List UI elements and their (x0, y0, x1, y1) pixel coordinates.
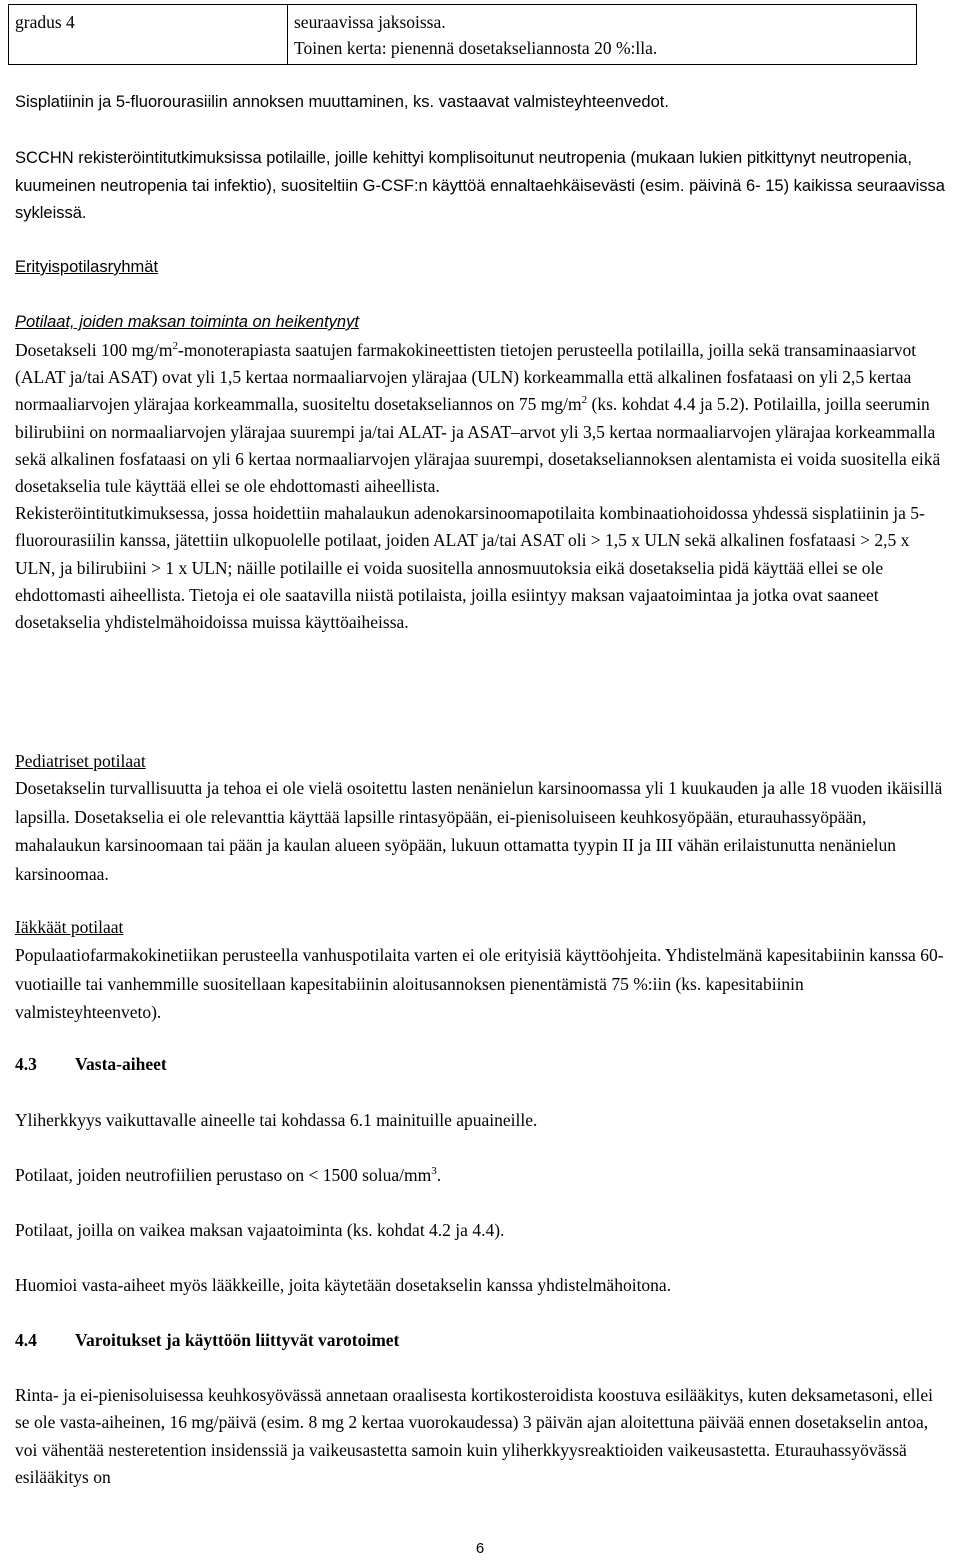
scchn-paragraph: SCCHN rekisteröintitutkimuksissa potilaille, joille kehittyi komplisoitunut neutropenia (mukaan lukien pitkittynyt neutropenia, kuumeinen neutropenia tai infektio), suositeltiin G-CSF:n käyttöä ennaltaehkäisevästi (esim. päivinä 6- 15) kaikissa seuraavissa sykleissä. (15, 149, 945, 222)
section-title: Vasta-aiheet (75, 1054, 167, 1074)
elderly-paragraph: Populaatiofarmakokinetiikan perusteella vanhuspotilaita varten ei ole erityisiä käyttöohjeita. Yhdistelmänä kapesitabiinin kanssa 60-vuotiaille tai vanhemmille suositellaan kapesitabiinin aloitusannoksen pienentämistä 75 %:iin (ks. kapesitabiinin valmisteyhteenveto). (15, 945, 944, 1022)
hypersensitivity-paragraph: Yliherkkyys vaikuttavalle aineelle tai kohdassa 6.1 mainituille apuaineille. (15, 1110, 538, 1130)
instruction-line-1: seuraavissa jaksoissa. (294, 12, 446, 32)
text-run: Rekisteröintitutkimuksessa, jossa hoidettiin mahalaukun adenokarsinoomapotilaita kombinaatiohoidossa yhdessä sisplatiinin ja 5-fluorourasiilin kanssa, jätettiin ulkopuolelle potilaat, joiden ALAT ja/tai ASAT oli > 1,5 x ULN sekä alkalinen fosfataasi > 2,5 x ULN, ja bilirubiini > 1 x ULN; näille potilaille ei voida suositella annosmuutoksia eikä dosetakselia pidä käyttää ellei se ole ehdottomasti aiheellista. Tietoja ei ole saatavilla niistä potilaista, joilla esiintyy maksan vajaatoimintaa ja jotka ovat saaneet dosetakselia yhdistelmähoidoissa muissa käyttöaiheissa. (15, 503, 925, 633)
section-number: 4.3 (15, 1054, 37, 1074)
page-number: 6 (475, 1540, 485, 1557)
superscript: 2 (172, 340, 178, 352)
neutrophil-paragraph (15, 1162, 950, 1189)
text-run: . (436, 1165, 442, 1185)
pediatric-heading: Pediatriset potilaat (15, 751, 146, 771)
hepatic-contraindication-paragraph: Potilaat, joilla on vaikea maksan vajaatoiminta (ks. kohdat 4.2 ja 4.4). (15, 1220, 505, 1240)
section-4-3-heading (15, 1051, 950, 1078)
text-run: Potilaat, joiden neutrofiilien perustaso on < 1500 solua/mm (15, 1165, 432, 1185)
cisplatin-paragraph: Sisplatiinin ja 5-fluorourasiilin annoksen muuttaminen, ks. vastaavat valmisteyhteenvedot. (15, 93, 669, 111)
pediatric-paragraph: Dosetakselin turvallisuutta ja tehoa ei ole vielä osoitettu lasten nenänielun karsinoomassa yli 1 kuukauden ja alle 18 vuoden ikäisillä lapsilla. Dosetakselia ei ole relevanttia käyttää lapsille rintasyöpään, ei-pienisoluiseen keuhkosyöpään, eturauhassyöpään, mahalaukun karsinoomaan tai pään ja kaulan alueen syöpään, lukuun ottamatta tyypin II ja III vähän erilaistunutta nenänielun karsinoomaa. (15, 778, 943, 884)
superscript: 3 (431, 1165, 437, 1177)
elderly-heading: Iäkkäät potilaat (15, 917, 124, 937)
section-title: Varoitukset ja käyttöön liittyvät varotoimet (75, 1330, 400, 1350)
text-run: (ks. kohdat 4.4 ja 5.2). Potilailla, joilla seerumin bilirubiini on normaaliarvojen ylärajaa suurempi ja/tai ALAT- ja ASAT–arvot yli 3,5 kertaa normaaliarvojen ylärajaa korkeammalla sekä alkalinen fosfataasi on yli 6 kertaa normaaliarvojen ylärajaa suurempi, dosetakseliannoksen alentamista ei voida suositella eikä dosetakselia tule käyttää ellei se ole ehdottomasti aiheellista. (15, 394, 941, 497)
instruction-cell (288, 5, 917, 65)
special-populations-heading: Erityispotilasryhmät (15, 258, 159, 276)
instruction-line-2: Toinen kerta: pienennä dosetakseliannosta 20 %:lla. (294, 38, 658, 58)
dose-modification-table (8, 4, 917, 65)
hepatic-impairment-heading: Potilaat, joiden maksan toiminta on heikentynyt (15, 313, 359, 331)
table-row (9, 5, 917, 65)
combination-note-paragraph: Huomioi vasta-aiheet myös lääkkeille, joita käytetään dosetakselin kanssa yhdistelmähoitona. (15, 1275, 672, 1295)
section-4-4-heading (15, 1327, 950, 1354)
superscript: 2 (581, 394, 588, 407)
text-run: - (177, 340, 184, 360)
text-run: monoterapiasta saatujen farmakokineettisten tietojen perusteella potilailla, joilla sekä transaminaasiarvot (ALAT ja/tai ASAT) ovat yli 1,5 kertaa normaaliarvojen ylärajaa (ULN) korkeammalla että alkalinen fosfataasi on yli 2,5 kertaa normaaliarvojen ylärajaa korkeammalla, suositeltu dosetakseliannos on 75 mg/m (15, 340, 917, 415)
section-number: 4.4 (15, 1330, 37, 1350)
grade-cell: gradus 4 (9, 5, 288, 65)
premedication-paragraph: Rinta- ja ei-pienisoluisessa keuhkosyövässä annetaan oraalisesta kortikosteroidista koostuva esilääkitys, kuten deksametasoni, ellei se ole vasta-aiheinen, 16 mg/päivä (esim. 8 mg 2 kertaa vuorokaudessa) 3 päivän ajan aloitettuna päivää ennen dosetakselin antoa, voi vähentää nesteretention insidenssiä ja vaikeusastetta samoin kuin yliherkkyysreaktioiden vaikeusastetta. Eturauhassyövässä esilääkitys on (15, 1385, 934, 1487)
text-run: Dosetakseli 100 mg/m (15, 340, 173, 360)
hepatic-impairment-paragraph (15, 337, 950, 636)
